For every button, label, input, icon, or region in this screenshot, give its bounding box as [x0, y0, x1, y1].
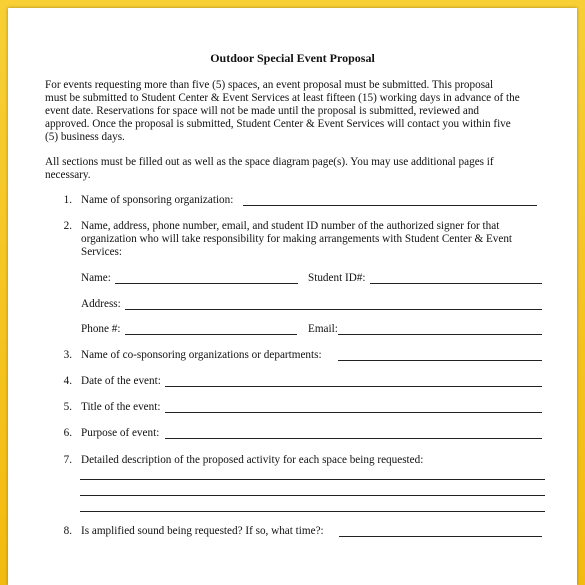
question-7 [8, 454, 577, 468]
question-label-line: Services: [81, 246, 123, 258]
activity-description-line[interactable] [80, 495, 545, 496]
question-label: Detailed description of the proposed activity for each space being requested: [81, 454, 424, 466]
question-1 [8, 194, 577, 208]
email-label: Email: [308, 323, 338, 335]
question-2 [8, 220, 577, 260]
intro-paragraph [45, 79, 550, 144]
question-8 [8, 525, 577, 539]
activity-description-line[interactable] [80, 511, 545, 512]
intro-line: event date. Reservations for space will not be made until the proposal is submitted, reviewed and [45, 105, 480, 117]
intro-line: approved. Once the proposal is submitted, Student Center & Event Services will contact you within five [45, 118, 511, 130]
question-number: 3. [63, 349, 72, 361]
student-id-field[interactable] [370, 283, 542, 284]
event-date-field[interactable] [165, 386, 542, 387]
address-label: Address: [81, 298, 121, 310]
question-label-line: organization who will take responsibility for making arrangements with Student Center & Event [81, 233, 513, 245]
name-field[interactable] [115, 283, 298, 284]
signer-address-row [8, 298, 577, 312]
document-page [8, 8, 577, 585]
question-label: Title of the event: [81, 401, 161, 413]
question-number: 5. [63, 401, 72, 413]
intro-line: must be submitted to Student Center & Event Services at least fifteen (15) working days in advance of the [45, 92, 520, 104]
intro-line: (5) business days. [45, 131, 125, 143]
question-number: 1. [63, 194, 72, 206]
question-number: 4. [63, 375, 72, 387]
question-4 [8, 375, 577, 389]
email-field[interactable] [338, 334, 542, 335]
instructions-line: necessary. [45, 169, 91, 181]
question-number: 7. [63, 454, 72, 466]
amplified-sound-field[interactable] [339, 536, 542, 537]
event-title-field[interactable] [165, 412, 542, 413]
question-5 [8, 401, 577, 415]
signer-contact-row [8, 323, 577, 337]
question-label [81, 220, 551, 259]
sponsoring-organization-field[interactable] [243, 205, 537, 206]
signer-name-row [8, 272, 577, 286]
question-label: Is amplified sound being requested? If so, what time?: [81, 525, 324, 537]
student-id-label: Student ID#: [308, 272, 366, 284]
intro-line: For events requesting more than five (5) spaces, an event proposal must be submitted. This proposal [45, 79, 494, 91]
question-3 [8, 349, 577, 363]
name-label: Name: [81, 272, 111, 284]
event-purpose-field[interactable] [165, 438, 542, 439]
phone-label: Phone #: [81, 323, 121, 335]
question-number: 2. [63, 220, 72, 232]
question-label: Name of sponsoring organization: [81, 194, 234, 206]
question-label: Date of the event: [81, 375, 161, 387]
question-6 [8, 427, 577, 441]
question-label-line: Name, address, phone number, email, and student ID number of the authorized signer for that [81, 220, 500, 232]
co-sponsoring-field[interactable] [338, 360, 542, 361]
question-number: 6. [63, 427, 72, 439]
question-label: Purpose of event: [81, 427, 160, 439]
question-label: Name of co-sponsoring organizations or departments: [81, 349, 322, 361]
instructions-paragraph [45, 156, 550, 182]
instructions-line: All sections must be filled out as well as the space diagram page(s). You may use additional pages if [45, 156, 494, 168]
question-number: 8. [63, 525, 72, 537]
phone-field[interactable] [125, 334, 297, 335]
document-title: Outdoor Special Event Proposal [210, 51, 375, 65]
address-field[interactable] [125, 309, 542, 310]
activity-description-line[interactable] [80, 479, 545, 480]
